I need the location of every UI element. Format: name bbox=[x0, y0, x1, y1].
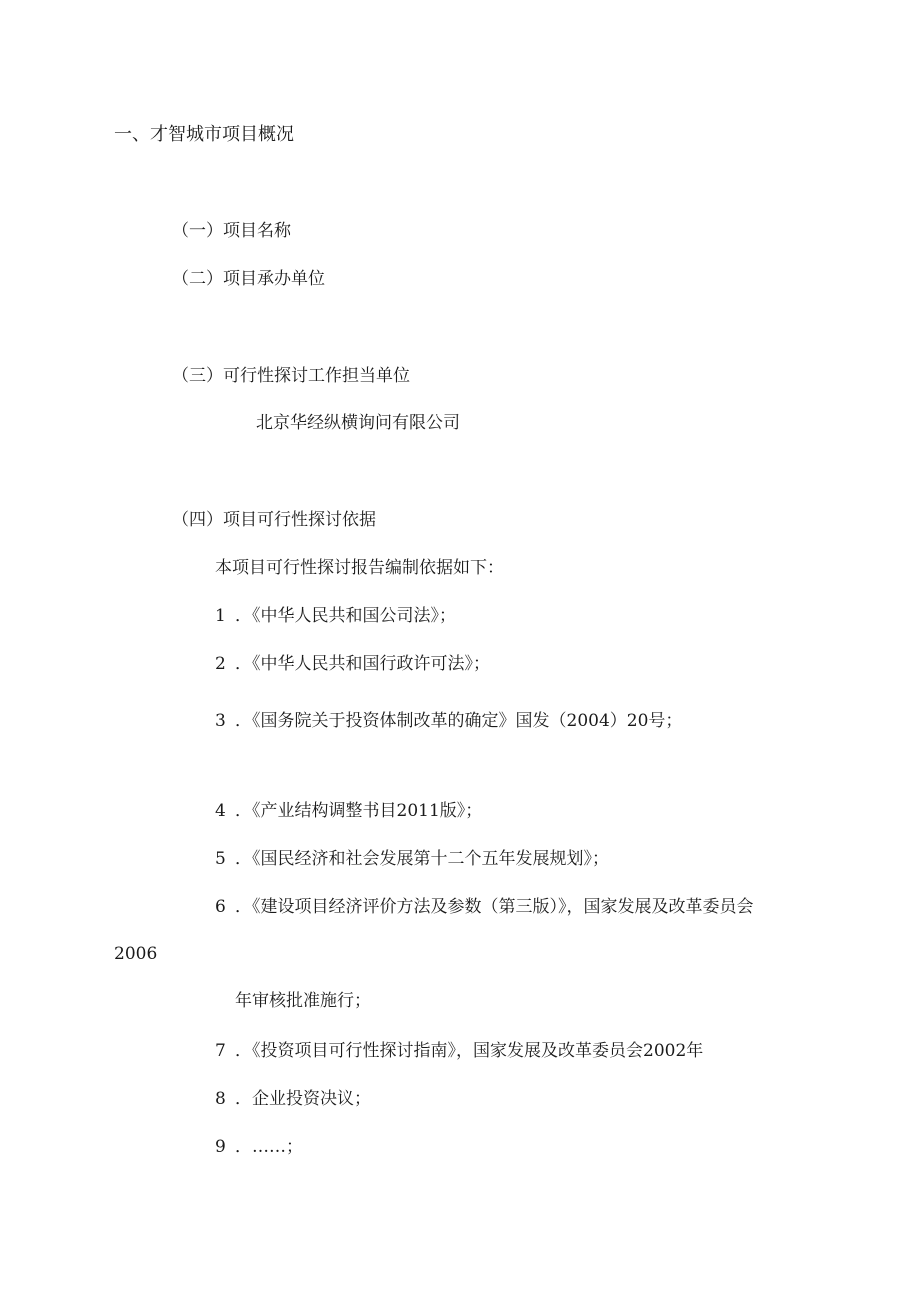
list-item-number: 4 bbox=[215, 801, 226, 821]
subsection-study-unit: （三）可行性探讨工作担当单位 bbox=[172, 366, 410, 386]
list-item bbox=[215, 1039, 703, 1063]
list-item-text: ．《中华人民共和国行政许可法》； bbox=[235, 654, 490, 674]
list-item-number: 1 bbox=[215, 606, 226, 626]
list-item bbox=[215, 652, 490, 676]
study-unit-name: 北京华经纵横询问有限公司 bbox=[256, 413, 460, 433]
list-item bbox=[215, 799, 482, 823]
list-item-continuation: 2006 bbox=[114, 944, 158, 964]
list-item-number: 2 bbox=[215, 654, 226, 674]
list-item-number: 6 bbox=[215, 897, 226, 917]
section-heading: 一、才智城市项目概况 bbox=[114, 124, 294, 145]
list-item bbox=[215, 1087, 371, 1111]
subsection-project-name: （一）项目名称 bbox=[172, 221, 291, 241]
list-item bbox=[215, 847, 609, 871]
list-item-text: ．《建设项目经济评价方法及参数（第三版）》，国家发展及改革委员会 bbox=[235, 897, 754, 917]
list-item-text: ．企业投资决议； bbox=[235, 1089, 371, 1109]
list-item-number: 5 bbox=[215, 849, 226, 869]
list-item-number: 9 bbox=[215, 1137, 226, 1157]
list-item-text: ．……； bbox=[235, 1137, 303, 1157]
list-item bbox=[215, 1135, 303, 1159]
list-item bbox=[215, 709, 682, 733]
subsection-project-undertaker: （二）项目承办单位 bbox=[172, 269, 325, 289]
list-item-continuation: 年审核批准施行； bbox=[235, 991, 371, 1011]
list-item-text: ．《中华人民共和国公司法》； bbox=[235, 606, 456, 626]
list-item-number: 8 bbox=[215, 1089, 226, 1109]
list-item-text: ．《投资项目可行性探讨指南》，国家发展及改革委员会2002年 bbox=[235, 1041, 704, 1061]
basis-intro: 本项目可行性探讨报告编制依据如下： bbox=[215, 558, 504, 578]
list-item-text: ．《国民经济和社会发展第十二个五年发展规划》； bbox=[235, 849, 609, 869]
subsection-study-basis: （四）项目可行性探讨依据 bbox=[172, 510, 376, 530]
list-item-text: ．《国务院关于投资体制改革的确定》国发（2004）20号； bbox=[235, 711, 683, 731]
list-item-number: 3 bbox=[215, 711, 226, 731]
list-item-number: 7 bbox=[215, 1041, 226, 1061]
list-item bbox=[215, 895, 754, 919]
list-item-text: ．《产业结构调整书目2011版》； bbox=[235, 801, 483, 821]
list-item bbox=[215, 604, 456, 628]
